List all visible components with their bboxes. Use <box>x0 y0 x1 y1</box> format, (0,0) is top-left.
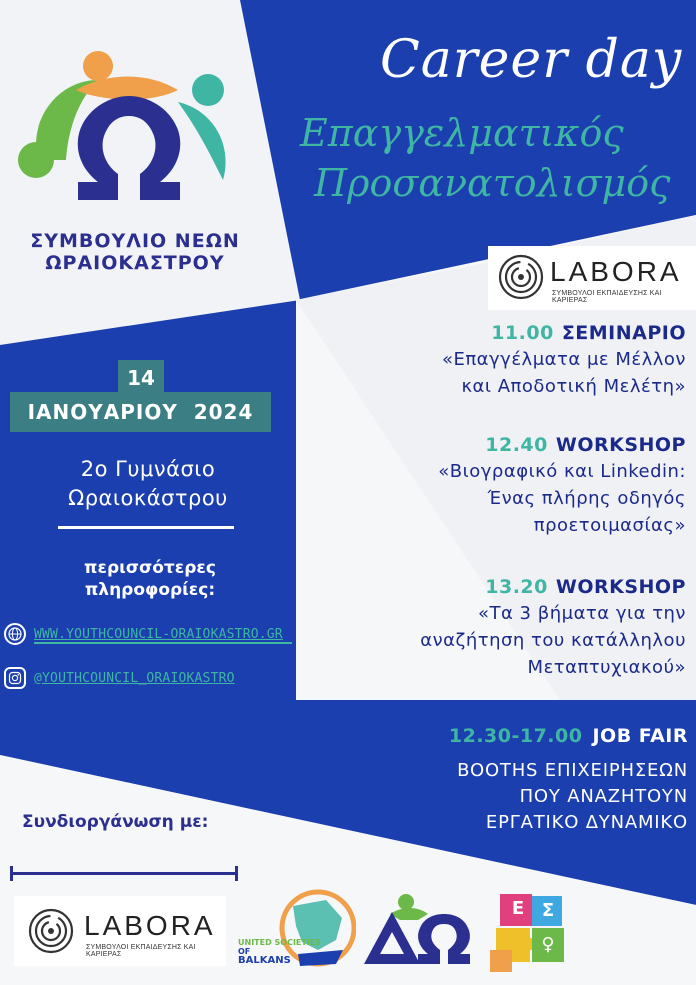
coorganization-label: Συνδιοργάνωση με: <box>22 812 209 832</box>
job-fair-time: 12.30-17.00 <box>448 725 583 747</box>
more-info-line1: περισσότερες <box>84 558 216 578</box>
job-fair-desc-line: ΕΡΓΑΤΙΚΟ ΔΥΝΑΜΙΚΟ <box>485 812 688 833</box>
program-label: WORKSHOP <box>555 576 686 598</box>
program-item-workshop-masters <box>286 574 686 681</box>
labora-logo-bottom <box>14 896 226 966</box>
council-name-line1: ΣΥΜΒΟΥΛΙΟ ΝΕΩΝ <box>30 230 240 252</box>
program-label: ΣΕΜΙΝΑΡΙΟ <box>561 322 686 344</box>
puzzle-female-symbol: ♀ <box>541 934 555 955</box>
coorganization-divider <box>10 872 238 875</box>
job-fair-desc-line: BOOTHS ΕΠΙΧΕΙΡΗΣΕΩΝ <box>457 760 688 781</box>
instagram-link[interactable]: @YOUTHCOUNCIL_ORAIOKASTRO <box>34 670 235 686</box>
job-fair-label: JOB FAIR <box>592 725 688 747</box>
more-info <box>40 557 260 601</box>
venue-line1: 2ο Γυμνάσιο <box>80 457 216 481</box>
program-time: 11.00 <box>491 322 554 344</box>
title-greek-line1: Επαγγελματικός <box>300 111 624 155</box>
globe-icon <box>4 623 26 645</box>
labora-name: LABORA <box>84 910 216 941</box>
title-career-day: Career day <box>380 30 683 90</box>
council-name-line2: ΩΡΑΙΟΚΑΣΤΡΟΥ <box>45 252 225 274</box>
labora-logo-top <box>488 246 696 310</box>
usb-text <box>238 938 321 965</box>
instagram-icon <box>4 667 26 689</box>
labora-tagline: ΣΥΜΒΟΥΛΟΙ ΕΚΠΑΙΔΕΥΣΗΣ ΚΑΙ ΚΑΡΙΕΡΑΣ <box>86 944 196 958</box>
date-day: 14 <box>127 366 155 390</box>
program-desc-line: αναζήτηση του κατάλληλου <box>420 630 686 651</box>
labora-tagline: ΣΥΜΒΟΥΛΟΙ ΕΚΠΑΙΔΕΥΣΗΣ ΚΑΙ ΚΑΡΙΕΡΑΣ <box>552 290 662 304</box>
program-desc-line: Ένας πλήρης οδηγός <box>487 488 686 509</box>
instagram-link-row[interactable] <box>4 666 235 690</box>
divider-tick-left <box>10 866 13 881</box>
puzzle-logo <box>486 890 576 976</box>
date-day-box <box>118 360 164 396</box>
program-desc-line: «Τα 3 βήματα για την <box>477 603 686 624</box>
program-desc-line: «Επαγγέλματα με Μέλλον <box>441 349 686 370</box>
usb-logo <box>238 888 356 970</box>
program-desc-line: «Βιογραφικό και Linkedin: <box>438 461 686 482</box>
title-greek-line2: Προσανατολισμός <box>314 161 671 205</box>
usb-line2: OF <box>238 947 251 956</box>
title-greek <box>300 108 690 208</box>
council-name <box>20 230 250 274</box>
program-item-workshop-cv <box>286 432 686 539</box>
program-time: 13.20 <box>485 576 548 598</box>
labora-maze-icon <box>28 908 74 954</box>
usb-line3: BALKANS <box>238 955 291 966</box>
puzzle-letter-e: Ε <box>511 898 525 919</box>
program-time: 12.40 <box>485 434 548 456</box>
program-item-seminar <box>286 320 686 400</box>
job-fair-desc-line: ΠΟΥ ΑΝΑΖΗΤΟΥΝ <box>519 786 688 807</box>
municipality-delta-omega-logo <box>362 892 472 966</box>
venue-divider <box>58 526 234 529</box>
date-month-year: ΙΑΝΟΥΑΡΙΟΥ 2024 <box>27 400 254 424</box>
youth-council-logo <box>18 50 240 210</box>
more-info-line2: πληροφορίες: <box>84 580 216 600</box>
divider-tick-right <box>235 866 238 881</box>
labora-maze-icon <box>498 254 544 300</box>
website-link[interactable]: WWW.YOUTHCOUNCIL-ORAIOKASTRO.GR <box>34 626 283 642</box>
program-label: WORKSHOP <box>555 434 686 456</box>
program-desc-line: Μεταπτυχιακού» <box>527 657 686 678</box>
website-underline <box>34 642 292 644</box>
labora-name: LABORA <box>550 256 682 287</box>
usb-line1: UNITED SOCIETIES <box>238 938 322 947</box>
venue-line2: Ωραιοκάστρου <box>68 486 228 510</box>
date-month-box <box>10 392 271 432</box>
puzzle-letter-s: Σ <box>541 900 555 921</box>
venue <box>20 455 276 513</box>
program-desc-line: και Αποδοτική Μελέτη» <box>461 376 686 397</box>
program-desc-line: προετοιμασίας» <box>533 515 686 536</box>
job-fair <box>268 722 688 836</box>
puzzle-icon <box>486 890 576 976</box>
